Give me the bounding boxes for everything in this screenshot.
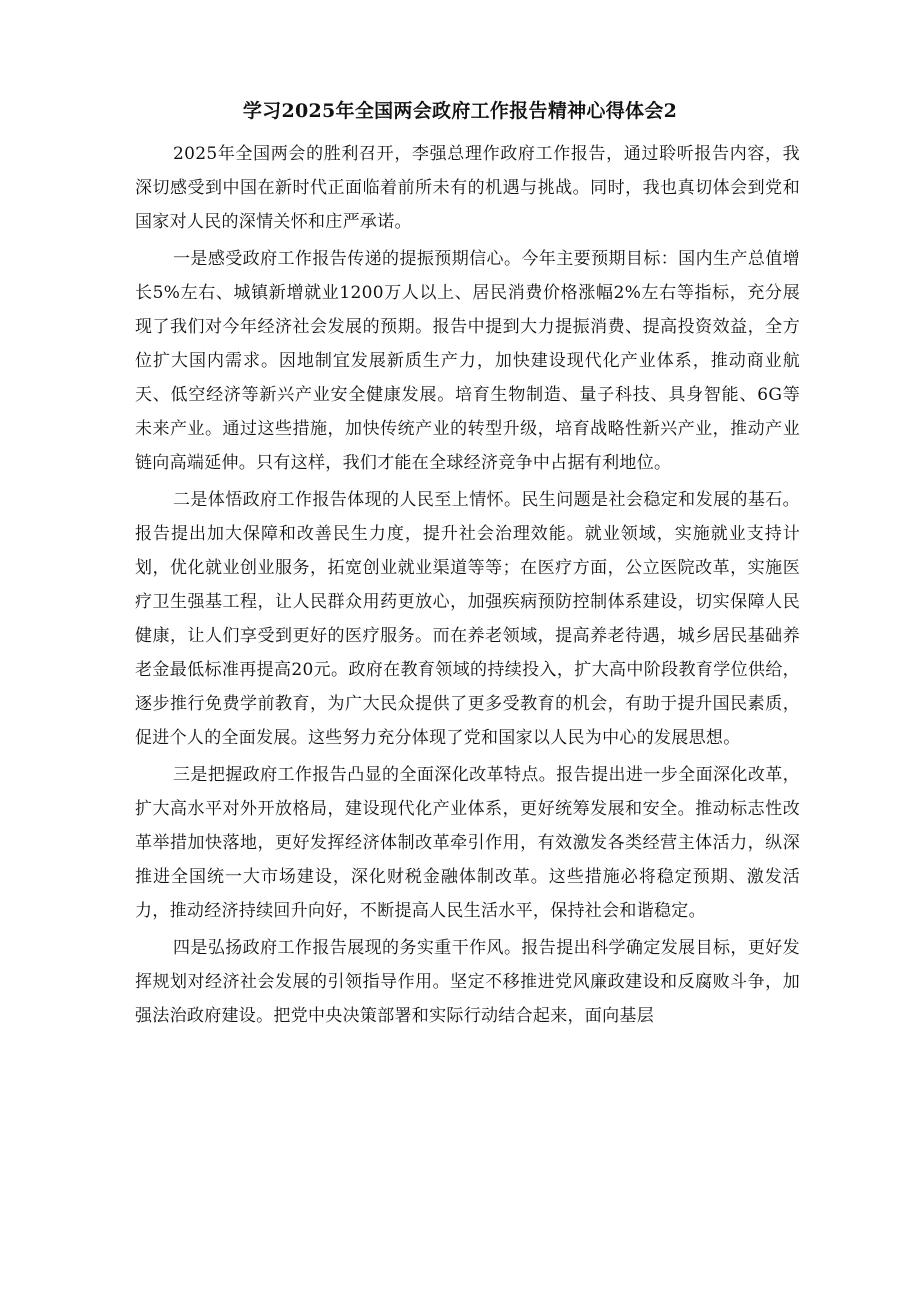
document-title: 学习2025年全国两会政府工作报告精神心得体会2 xyxy=(242,100,678,122)
paragraph-point-two: 二是体悟政府工作报告体现的人民至上情怀。民生问题是社会稳定和发展的基石。报告提出加大保障和改善民生力度，提升社会治理效能。就业领域，实施就业支持计划，优化就业创业服务，拓宽创业就业渠道等等；在医疗方面，公立医院改革，实施医疗卫生强基工程，让人民群众用药更放心，加强疾病预防控制体系建设，切实保障人民健康，让人们享受到更好的医疗服务。而在养老领域，提高养老待遇，城乡居民基础养老金最低标准再提高20元。政府在教育领域的持续投入，扩大高中阶段教育学位供给，逐步推行免费学前教育，为广大民众提供了更多受教育的机会，有助于提升国民素质，促进个人的全面发展。这些努力充分体现了党和国家以人民为中心的发展思想。 xyxy=(135,490,800,748)
paragraph-point-four: 四是弘扬政府工作报告展现的务实重干作风。报告提出科学确定发展目标，更好发挥规划对经济社会发展的引领指导作用。坚定不移推进党风廉政建设和反腐败斗争，加强法治政府建设。把党中央决策部署和实际行动结合起来，面向基层 xyxy=(135,938,800,1026)
paragraph-intro: 2025年全国两会的胜利召开，李强总理作政府工作报告，通过聆听报告内容，我深切感受到中国在新时代正面临着前所未有的机遇与挑战。同时，我也真切体会到党和国家对人民的深情关怀和庄严承诺。 xyxy=(135,144,800,232)
paragraph-point-one: 一是感受政府工作报告传递的提振预期信心。今年主要预期目标：国内生产总值增长5%左右、城镇新增就业1200万人以上、居民消费价格涨幅2%左右等指标，充分展现了我们对今年经济社会发展的预期。报告中提到大力提振消费、提高投资效益，全方位扩大国内需求。因地制宜发展新质生产力，加快建设现代化产业体系，推动商业航天、低空经济等新兴产业安全健康发展。培育生物制造、量子科技、具身智能、6G等未来产业。通过这些措施，加快传统产业的转型升级，培育战略性新兴产业，推动产业链向高端延伸。只有这样，我们才能在全球经济竞争中占据有利地位。 xyxy=(135,249,800,473)
paragraph-point-three: 三是把握政府工作报告凸显的全面深化改革特点。报告提出进一步全面深化改革，扩大高水平对外开放格局，建设现代化产业体系，更好统筹发展和安全。推动标志性改革举措加快落地，更好发挥经济体制改革牵引作用，有效激发各类经营主体活力，纵深推进全国统一大市场建设，深化财税金融体制改革。这些措施必将稳定预期、激发活力，推动经济持续回升向好，不断提高人民生活水平，保持社会和谐稳定。 xyxy=(135,765,800,921)
document-body xyxy=(135,137,800,1033)
